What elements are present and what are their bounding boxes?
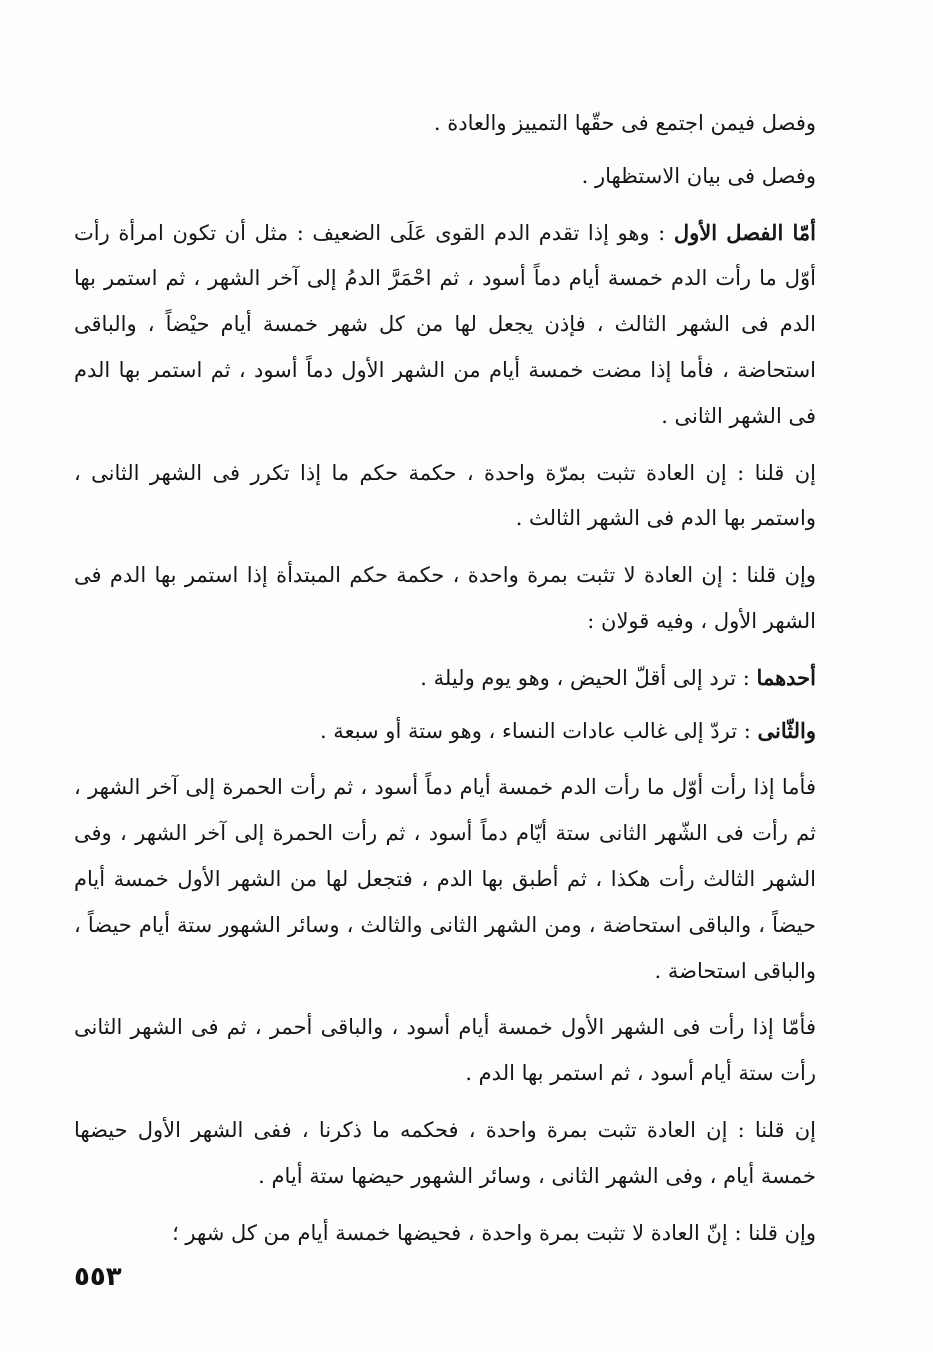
page-number: ٥٥٣: [74, 1262, 122, 1292]
paragraph-11: [74, 1210, 816, 1257]
paragraph-5-text: وإن قلنا : إن العادة لا تثبت بمرة واحدة ، حكمة حكم المبتدأة إذا استمر بها الدم فى الشهر الأول ، وفيه قولان :: [74, 563, 816, 633]
paragraph-2: [74, 153, 816, 200]
paragraph-6-text: : ترد إلى أقلّ الحيض ، وهو يوم وليلة .: [420, 665, 757, 690]
paragraph-2-text: وفصل فى بيان الاستظهار .: [581, 163, 816, 188]
paragraph-3: [74, 210, 816, 440]
paragraph-8: [74, 764, 816, 994]
paragraph-10: [74, 1107, 816, 1200]
paragraph-7-lead: والثّانى: [757, 717, 816, 743]
body-text: [74, 100, 816, 1266]
paragraph-9-text: فأمّا إذا رأت فى الشهر الأول خمسة أيام أسود ، والباقى أحمر ، ثم فى الشهر الثانى رأت ستة أيام أسود ، ثم استمر بها الدم .: [74, 1015, 816, 1086]
paragraph-3-lead: أمّا الفصل الأول: [673, 219, 816, 245]
paragraph-4-text: إن قلنا : إن العادة تثبت بمرّة واحدة ، حكمة حكم ما إذا تكرر فى الشهر الثانى ، واستمر بها الدم فى الشهر الثالث .: [74, 460, 816, 531]
paragraph-9: [74, 1004, 816, 1097]
paragraph-7: [74, 708, 816, 755]
paragraph-10-text: إن قلنا : إن العادة تثبت بمرة واحدة ، فحكمه ما ذكرنا ، ففى الشهر الأول حيضها خمسة أيام ، وفى الشهر الثانى ، وسائر الشهور حيضها ستة أيام .: [74, 1117, 816, 1188]
paragraph-3-text: : وهو إذا تقدم الدم القوى عَلَى الضعيف : مثل أن تكون امرأة رأت أوّل ما رأت الدم خمسة أيام دماً أسود ، ثم احْمَرَّ الدمُ إلى آخر الشهر ، ثم استمر بها الدم فى الشهر الثالث ، فإذن يجعل لها من كل شهر خمسة أيام حيْضاً ، والباقى استحاضة ، فأما إذا مضت خمسة أيام من الشهر الأول دماً أسود ، ثم استمر بها الدم فى الشهر الثانى .: [74, 220, 816, 428]
paragraph-1-text: وفصل فيمن اجتمع فى حقّها التمييز والعادة .: [433, 111, 816, 135]
paragraph-4: [74, 450, 816, 543]
paragraph-1: [74, 100, 816, 147]
paragraph-7-text: : تردّ إلى غالب عادات النساء ، وهو ستة أو سبعة .: [319, 718, 758, 743]
paragraph-8-text: فأما إذا رأت أوّل ما رأت الدم خمسة أيام دماً أسود ، ثم رأت الحمرة إلى آخر الشهر ، ثم رأت فى الشّهر الثانى ستة أيّام دماً أسود ، ثم رأت الحمرة إلى آخر الشهر ، وفى الشهر الثالث رأت هكذا ، ثم أطبق بها الدم ، فتجعل لها من الشهر الأول خمسة أيام حيضاً ، والباقى استحاضة ، ومن الشهر الثانى والثالث ، وسائر الشهور ستة أيام حيضاً ، والباقى استحاضة .: [74, 775, 816, 983]
paragraph-6: [74, 655, 816, 702]
paragraph-11-text: وإن قلنا : إنّ العادة لا تثبت بمرة واحدة ، فحيضها خمسة أيام من كل شهر ؛: [172, 1220, 816, 1245]
paragraph-5: [74, 552, 816, 645]
paragraph-6-lead: أحدهما: [756, 664, 816, 690]
